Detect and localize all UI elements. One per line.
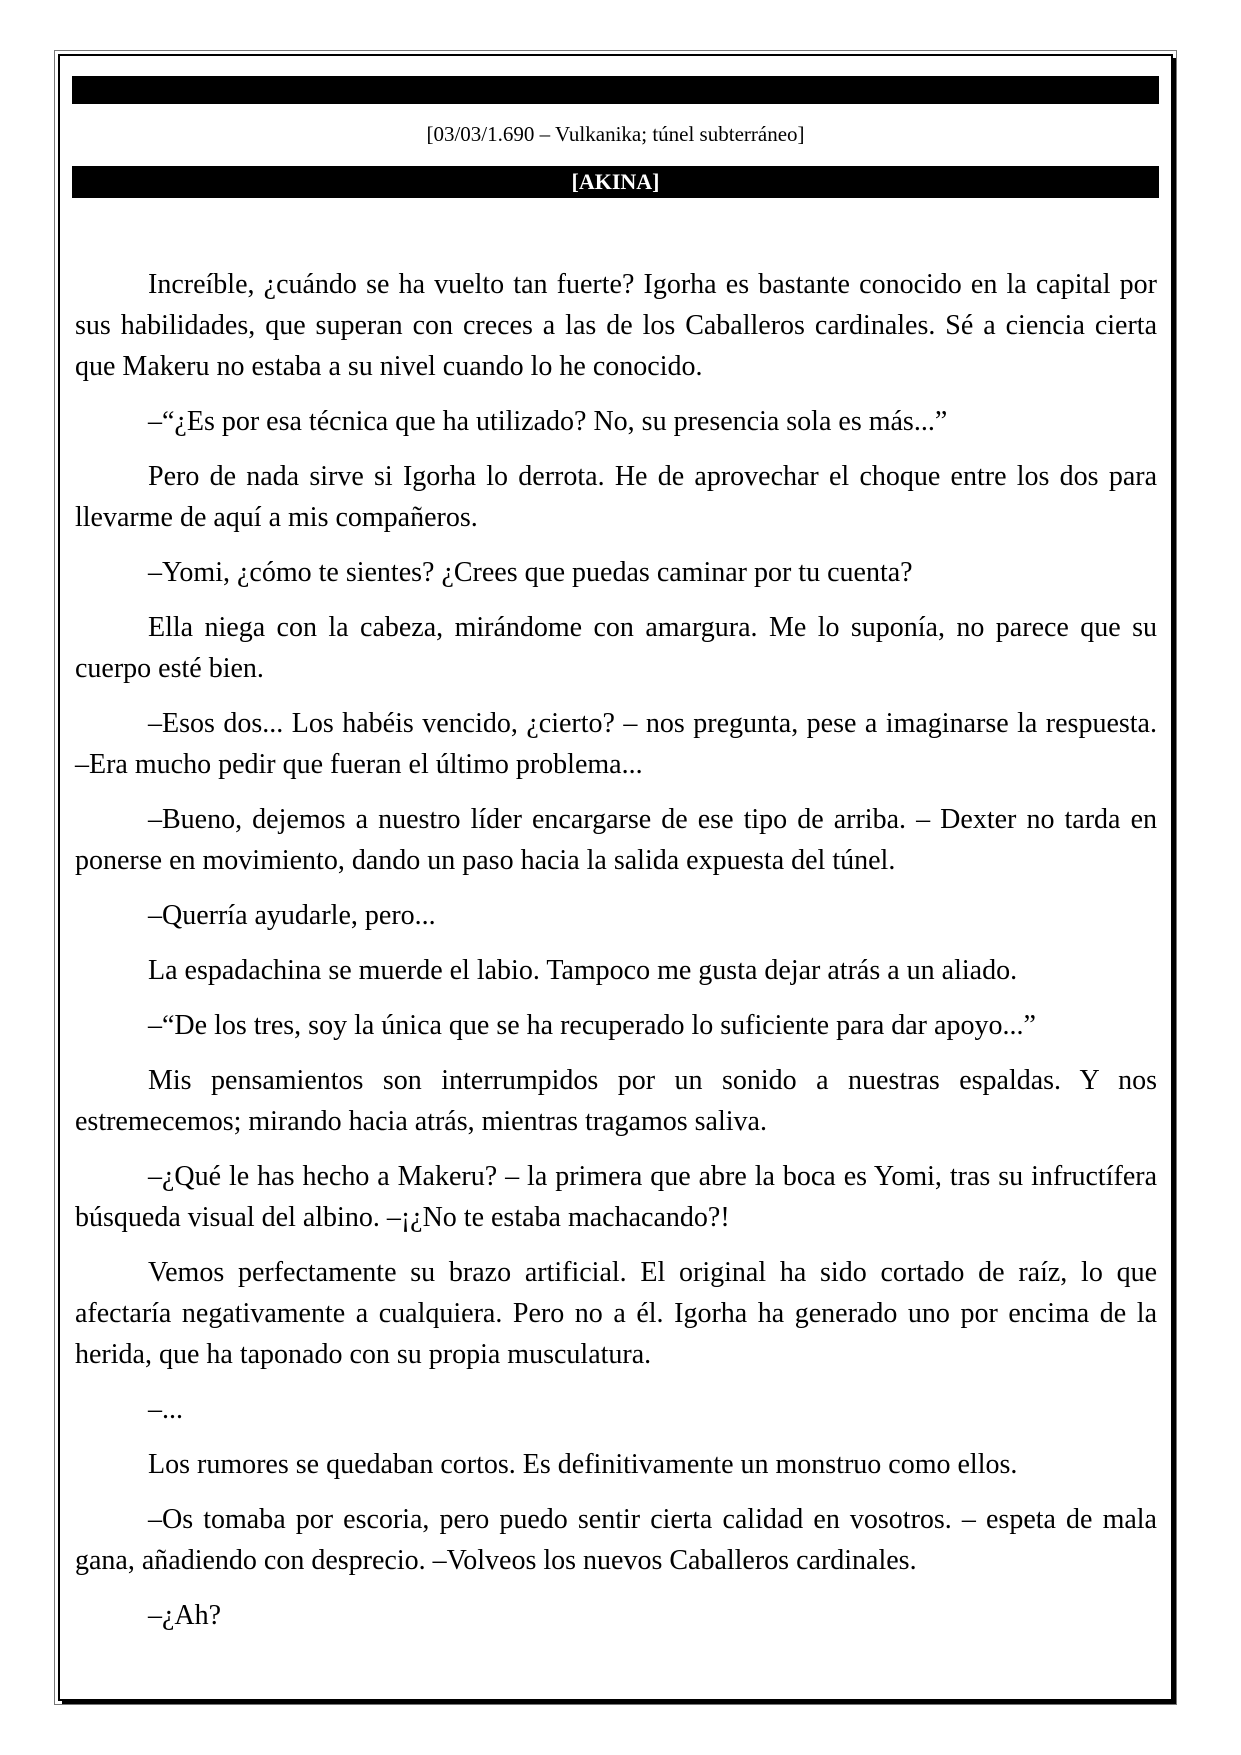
paragraph: –Esos dos... Los habéis vencido, ¿cierto? – nos pregunta, pese a imaginarse la respuesta. –Era mucho pedir que fueran el último problema... <box>75 708 1157 780</box>
paragraph: La espadachina se muerde el labio. Tampoco me gusta dejar atrás a un aliado. <box>148 955 1018 986</box>
scene-header: [03/03/1.690 – Vulkanika; túnel subterráneo] <box>426 122 805 146</box>
paragraph: –Yomi, ¿cómo te sientes? ¿Crees que puedas caminar por tu cuenta? <box>148 557 913 588</box>
paragraph: –¿Qué le has hecho a Makeru? – la primera que abre la boca es Yomi, tras su infructífera búsqueda visual del albino. –¡¿No te estaba machacando?! <box>75 1161 1157 1233</box>
paragraph: –“De los tres, soy la única que se ha recuperado lo suficiente para dar apoyo...” <box>148 1010 1036 1041</box>
paragraph: Ella niega con la cabeza, mirándome con amargura. Me lo suponía, no parece que su cuerpo esté bien. <box>75 612 1157 684</box>
paragraph: –“¿Es por esa técnica que ha utilizado? No, su presencia sola es más...” <box>148 406 948 437</box>
paragraph: Vemos perfectamente su brazo artificial. El original ha sido cortado de raíz, lo que afectaría negativamente a cualquiera. Pero no a él. Igorha ha generado uno por encima de la herida, que ha taponado con su propia musculatura. <box>75 1257 1157 1370</box>
paragraph: Pero de nada sirve si Igorha lo derrota. He de aprovechar el choque entre los dos para llevarme de aquí a mis compañeros. <box>75 461 1157 533</box>
paragraph: –¿Ah? <box>148 1600 222 1631</box>
paragraph: Increíble, ¿cuándo se ha vuelto tan fuerte? Igorha es bastante conocido en la capital por sus habilidades, que superan con creces a las de los Caballeros cardinales. Sé a ciencia cierta que Makeru no estaba a su nivel cuando lo he conocido. <box>75 269 1157 382</box>
story-body <box>75 264 1157 1650</box>
paragraph: –Querría ayudarle, pero... <box>148 900 436 931</box>
pov-character-banner: [AKINA] <box>72 166 1159 198</box>
top-decorative-bar <box>72 76 1159 104</box>
paragraph: Los rumores se quedaban cortos. Es definitivamente un monstruo como ellos. <box>148 1449 1018 1480</box>
paragraph: –Bueno, dejemos a nuestro líder encargarse de ese tipo de arriba. – Dexter no tarda en ponerse en movimiento, dando un paso hacia la salida expuesta del túnel. <box>75 804 1157 876</box>
page-frame <box>58 54 1173 1701</box>
paragraph: –Os tomaba por escoria, pero puedo sentir cierta calidad en vosotros. – espeta de mala gana, añadiendo con desprecio. –Volveos los nuevos Caballeros cardinales. <box>75 1504 1157 1576</box>
paragraph: –... <box>148 1394 183 1425</box>
paragraph: Mis pensamientos son interrumpidos por un sonido a nuestras espaldas. Y nos estremecemos; mirando hacia atrás, mientras tragamos saliva. <box>75 1065 1157 1137</box>
